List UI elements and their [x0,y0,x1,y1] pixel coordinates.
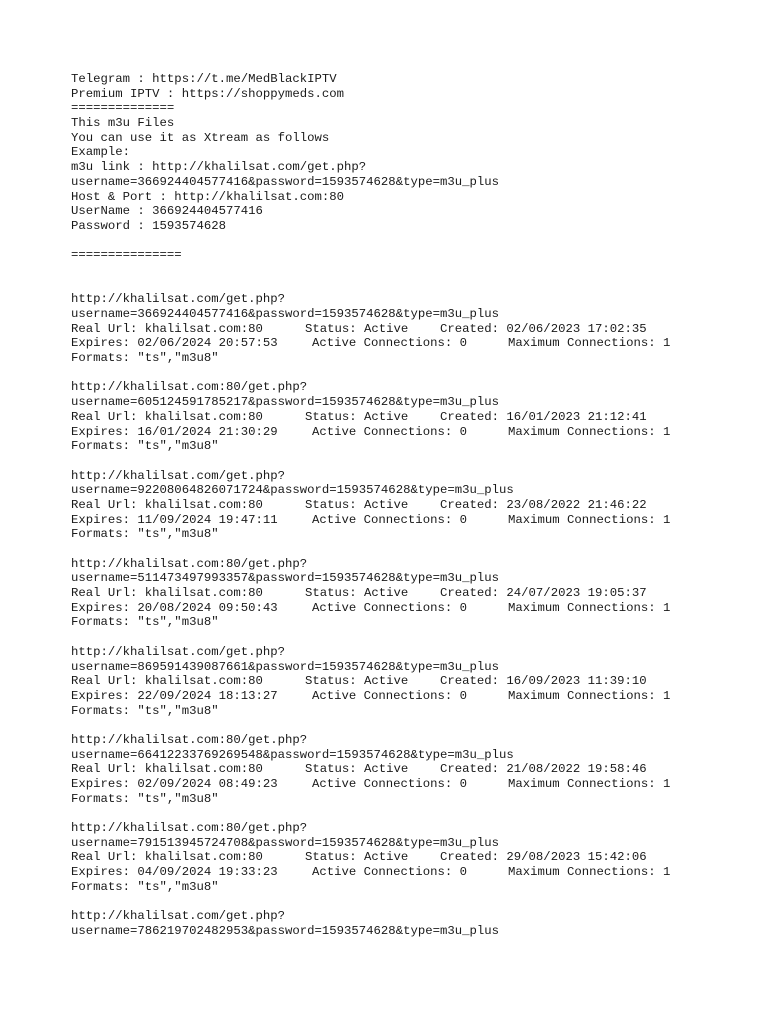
entry-url: http://khalilsat.com:80/get.php? [71,556,308,571]
entry-created: Created: 02/06/2023 17:02:35 [440,321,647,336]
entry-active-connections: Active Connections: 0 [312,777,467,792]
entry-expiry-row [71,601,761,616]
entry-created: Created: 24/07/2023 19:05:37 [440,586,647,601]
document-page [71,72,761,953]
entry-info-row [71,586,761,601]
list-item [71,645,761,718]
entry-query: username=511473497993357&password=1593574628&type=m3u_plus [71,571,500,586]
entry-formats: Formats: "ts","m3u8" [71,615,219,630]
entry-created: Created: 29/08/2023 15:42:06 [440,850,647,865]
entry-expires: Expires: 02/06/2024 20:57:53 [71,336,278,351]
entry-formats: Formats: "ts","m3u8" [71,351,219,366]
entry-formats: Formats: "ts","m3u8" [71,527,219,542]
example-m3u-link: m3u link : http://khalilsat.com/get.php? [71,160,367,175]
list-item [71,909,761,938]
entry-formats: Formats: "ts","m3u8" [71,879,219,894]
entry-url: http://khalilsat.com/get.php? [71,909,286,924]
entry-expires: Expires: 02/09/2024 08:49:23 [71,777,278,792]
entry-url: http://khalilsat.com:80/get.php? [71,821,308,836]
entry-max-connections: Maximum Connections: 1 [508,865,671,880]
entry-url: http://khalilsat.com/get.php? [71,644,286,659]
entry-url: http://khalilsat.com/get.php? [71,468,286,483]
entry-expiry-row [71,777,761,792]
example-password: Password : 1593574628 [71,218,226,233]
entry-status: Status: Active [305,497,409,512]
entry-max-connections: Maximum Connections: 1 [508,688,671,703]
entry-active-connections: Active Connections: 0 [312,424,467,439]
list-item [71,380,761,453]
entry-status: Status: Active [305,850,409,865]
example-m3u-query: username=366924404577416&password=1593574628&type=m3u_plus [71,174,500,189]
entry-max-connections: Maximum Connections: 1 [508,424,671,439]
telegram-line: Telegram : https://t.me/MedBlackIPTV [71,72,337,86]
entry-info-row [71,322,761,337]
separator-line-end: =============== [71,248,182,263]
entry-max-connections: Maximum Connections: 1 [508,777,671,792]
entry-status: Status: Active [305,409,409,424]
entry-expires: Expires: 20/08/2024 09:50:43 [71,600,278,615]
entry-query: username=92208064826071724&password=1593574628&type=m3u_plus [71,483,514,498]
entry-info-row [71,498,761,513]
entry-query: username=869591439087661&password=1593574628&type=m3u_plus [71,659,500,674]
entry-expiry-row [71,513,761,528]
entry-query: username=786219702482953&password=1593574628&type=m3u_plus [71,923,500,938]
entry-formats: Formats: "ts","m3u8" [71,439,219,454]
entry-info-row [71,410,761,425]
entry-max-connections: Maximum Connections: 1 [508,336,671,351]
entry-active-connections: Active Connections: 0 [312,336,467,351]
list-item [71,469,761,542]
entry-status: Status: Active [305,674,409,689]
entry-created: Created: 23/08/2022 21:46:22 [440,497,647,512]
intro-line: This m3u Files [71,116,175,131]
entry-max-connections: Maximum Connections: 1 [508,600,671,615]
entry-status: Status: Active [305,586,409,601]
entry-formats: Formats: "ts","m3u8" [71,791,219,806]
example-host-port: Host & Port : http://khalilsat.com:80 [71,189,345,204]
entry-active-connections: Active Connections: 0 [312,688,467,703]
entry-expiry-row [71,336,761,351]
list-item [71,733,761,806]
entry-url: http://khalilsat.com:80/get.php? [71,732,308,747]
list-item [71,557,761,630]
entry-query: username=366924404577416&password=1593574628&type=m3u_plus [71,307,500,322]
entry-status: Status: Active [305,762,409,777]
entry-formats: Formats: "ts","m3u8" [71,703,219,718]
entry-info-row [71,762,761,777]
entry-expires: Expires: 04/09/2024 19:33:23 [71,865,278,880]
separator-line: ============== [71,101,175,116]
header-block [71,72,761,263]
example-username: UserName : 366924404577416 [71,204,263,219]
entry-max-connections: Maximum Connections: 1 [508,512,671,527]
entry-real-url: Real Url: khalilsat.com:80 [71,850,263,865]
entry-status: Status: Active [305,321,409,336]
entry-query: username=791513945724708&password=1593574628&type=m3u_plus [71,835,500,850]
entry-real-url: Real Url: khalilsat.com:80 [71,321,263,336]
entry-expires: Expires: 16/01/2024 21:30:29 [71,424,278,439]
example-label: Example: [71,145,131,160]
premium-iptv-line: Premium IPTV : https://shoppymeds.com [71,86,345,101]
entry-active-connections: Active Connections: 0 [312,512,467,527]
entry-real-url: Real Url: khalilsat.com:80 [71,762,263,777]
entry-real-url: Real Url: khalilsat.com:80 [71,674,263,689]
entry-expires: Expires: 11/09/2024 19:47:11 [71,512,278,527]
entry-expiry-row [71,865,761,880]
entry-info-row [71,850,761,865]
entry-expiry-row [71,689,761,704]
list-item [71,821,761,894]
entry-created: Created: 21/08/2022 19:58:46 [440,762,647,777]
entries-list [71,292,761,938]
entry-real-url: Real Url: khalilsat.com:80 [71,409,263,424]
entry-real-url: Real Url: khalilsat.com:80 [71,586,263,601]
list-item [71,292,761,365]
entry-info-row [71,674,761,689]
entry-created: Created: 16/09/2023 11:39:10 [440,674,647,689]
entry-active-connections: Active Connections: 0 [312,865,467,880]
entry-query: username=66412233769269548&password=1593574628&type=m3u_plus [71,747,514,762]
entry-real-url: Real Url: khalilsat.com:80 [71,497,263,512]
entry-url: http://khalilsat.com:80/get.php? [71,380,308,395]
blank-line [71,234,761,249]
entry-active-connections: Active Connections: 0 [312,600,467,615]
entry-query: username=605124591785217&password=1593574628&type=m3u_plus [71,395,500,410]
xtream-usage-line: You can use it as Xtream as follows [71,130,330,145]
entry-expiry-row [71,425,761,440]
entry-created: Created: 16/01/2023 21:12:41 [440,409,647,424]
entry-url: http://khalilsat.com/get.php? [71,292,286,307]
entry-expires: Expires: 22/09/2024 18:13:27 [71,688,278,703]
